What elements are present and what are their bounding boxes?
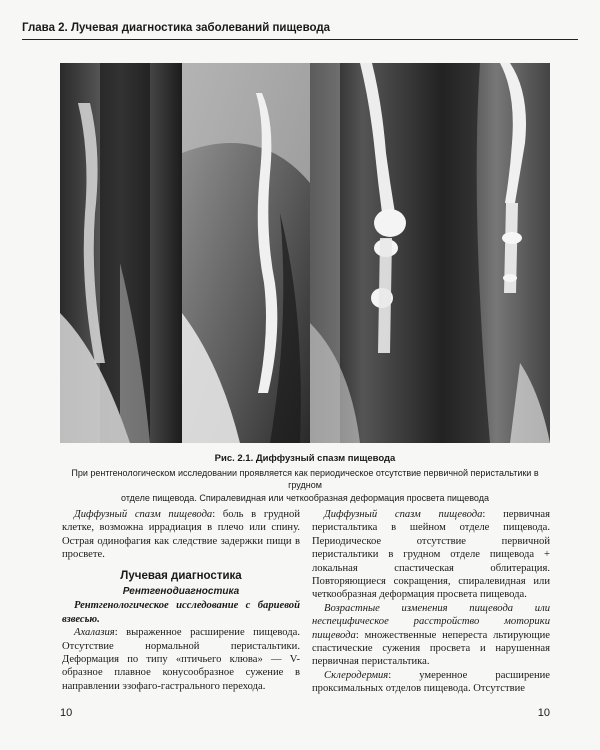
figure-caption bbox=[60, 453, 550, 504]
xray-panel-3 bbox=[310, 63, 442, 443]
right-paragraph-3 bbox=[312, 669, 550, 696]
chapter-header: Глава 2. Лучевая диагностика заболеваний пищевода bbox=[22, 22, 578, 40]
paragraph-text: : боль в грудной клетке, возможна иррадиация в плечо или спину. Острая одинофагия как следствие задержки пищи в просвете. bbox=[62, 509, 300, 561]
right-paragraph-1 bbox=[312, 508, 550, 602]
paragraph-text: : первичная перистальтика в шейном отделе пищевода. Периодическое отсутствие первичной перистальтики в грудном отделе пищевода + локальная спастическая облитерация. Повторяющиеся сокращения, спиралевидная или четкообразная деформация просвета пищевода. bbox=[312, 509, 550, 601]
xray-image bbox=[60, 63, 550, 443]
paragraph-text: : множественные непереста льтирующие спастические сужения просвета и нарушенная первичная перистальтика. bbox=[312, 629, 550, 668]
xray-panel-4 bbox=[442, 63, 550, 443]
figure-caption-line-2: отделе пищевода. Спиралевидная или четкообразная деформация просвета пищевода bbox=[121, 492, 489, 503]
right-paragraph-2 bbox=[312, 602, 550, 669]
page-number-right: 10 bbox=[537, 707, 550, 719]
paragraph-text: : выраженное расширение пищевода. Отсутствие нормальной перистальтики. Деформация по типу «птичьего клюва» — V-образное плавное конусообразное сужение в направлении эзофаго-гастрального перехода. bbox=[62, 627, 300, 692]
term: Диффузный спазм пищевода bbox=[74, 509, 213, 520]
figure-title: Рис. 2.1. Диффузный спазм пищевода bbox=[214, 453, 396, 464]
left-column bbox=[62, 508, 300, 693]
xray-figure bbox=[60, 63, 550, 443]
term: Склеродермия bbox=[324, 669, 389, 681]
term: Диффузный спазм пищевода bbox=[324, 509, 483, 520]
left-paragraph-2 bbox=[62, 626, 300, 693]
paragraph-text: : умеренное расширение проксимальных отделов пищевода. Отсутствие bbox=[312, 669, 550, 695]
subsection-title: Рентгенодиагностика bbox=[122, 586, 240, 598]
method-title: Рентгенологическое исследование с бариевой взвесью. bbox=[62, 600, 300, 625]
left-paragraph-1 bbox=[62, 508, 300, 562]
term: Ахалазия bbox=[74, 627, 115, 639]
xray-panel-1 bbox=[60, 63, 182, 443]
term: Возрастные изменения пищевода или неспецифическое расстройство моторики пищевода bbox=[312, 602, 550, 641]
right-column bbox=[312, 508, 550, 696]
section-title: Лучевая диагностика bbox=[120, 569, 242, 582]
xray-panel-2 bbox=[182, 63, 310, 443]
page-number-left: 10 bbox=[60, 707, 73, 719]
figure-caption-line-1: При рентгенологическом исследовании проявляется как периодическое отсутствие первичной перистальтики в грудном bbox=[71, 467, 539, 490]
